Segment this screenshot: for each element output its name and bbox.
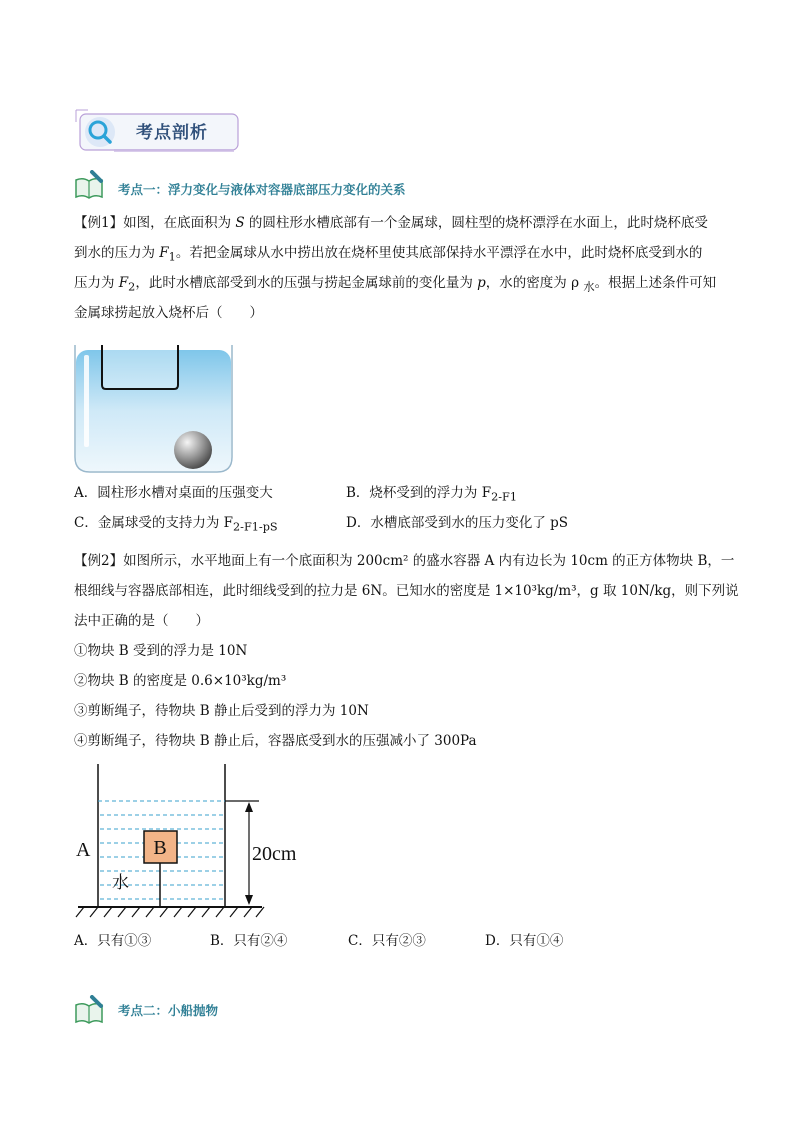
ex2-option-b[interactable]: B．只有②④ bbox=[210, 933, 288, 949]
ex1-option-c[interactable]: C．金属球受的支持力为 $F_{2-F1-pS}$ bbox=[74, 515, 278, 534]
example-2-line-2: 根细线与容器底部相连，此时细线受到的拉力是 6N。已知水的密度是 1×10³kg/m³，g 取 10N/kg，则下列说 bbox=[74, 583, 739, 599]
figure-water-tank bbox=[74, 345, 234, 475]
height-label: 20cm bbox=[252, 843, 297, 865]
keypoint-1-title: 考点一：浮力变化与液体对容器底部压力变化的关系 bbox=[118, 182, 406, 197]
example-1-line-3: 压力为 $F_2$，此时水槽底部受到水的压强与捞起金属球前的变化量为 p，水的密度为 ρ $_水$。根据上述条件可知 bbox=[74, 275, 717, 294]
ex1-option-a[interactable]: A．圆柱形水槽对桌面的压强变大 bbox=[74, 485, 273, 501]
ex2-option-a[interactable]: A．只有①③ bbox=[74, 933, 152, 949]
ex1-option-b[interactable]: B．烧杯受到的浮力为 $F_{2-F1}$ bbox=[346, 485, 518, 504]
statement-2: ②物块 B 的密度是 0.6×10³kg/m³ bbox=[74, 673, 287, 689]
example-2-line-1: 【例2】如图所示，水平地面上有一个底面积为 200cm² 的盛水容器 A 内有边长为 10cm 的正方体物块 B，一 bbox=[74, 553, 735, 569]
ex2-option-c[interactable]: C．只有②③ bbox=[348, 933, 426, 949]
search-icon bbox=[85, 117, 115, 147]
example-1-line-1: 【例1】如图，在底面积为 S 的圆柱形水槽底部有一个金属球，圆柱型的烧杯漂浮在水面上，此时烧杯底受 bbox=[74, 215, 708, 231]
statement-3: ③剪断绳子，待物块 B 静止后受到的浮力为 10N bbox=[74, 703, 369, 719]
ex1-option-d[interactable]: D．水槽底部受到水的压力变化了 pS bbox=[346, 515, 569, 531]
example-1-line-4: 金属球捞起放入烧杯后（ ） bbox=[74, 305, 263, 321]
water-label: 水 bbox=[112, 873, 129, 893]
block-b-label: B bbox=[153, 837, 167, 859]
ex2-option-d[interactable]: D．只有①④ bbox=[485, 933, 564, 949]
book-pencil-icon bbox=[74, 995, 104, 1025]
container-a-label: A bbox=[76, 839, 91, 861]
statement-1: ①物块 B 受到的浮力是 10N bbox=[74, 643, 248, 659]
example-1-line-2: 到水的压力为 $F_1$。若把金属球从水中捞出放在烧杯里使其底部保持水平漂浮在水中，此时烧杯底受到水的 bbox=[74, 245, 703, 264]
statement-4: ④剪断绳子，待物块 B 静止后，容器底受到水的压强减小了 300Pa bbox=[74, 733, 477, 749]
figure-container-block bbox=[74, 760, 304, 920]
book-pencil-icon bbox=[74, 170, 104, 200]
section-title: 考点剖析 bbox=[136, 123, 208, 143]
keypoint-2-title: 考点二：小船抛物 bbox=[118, 1003, 219, 1018]
example-2-line-3: 法中正确的是（ ） bbox=[74, 613, 209, 629]
